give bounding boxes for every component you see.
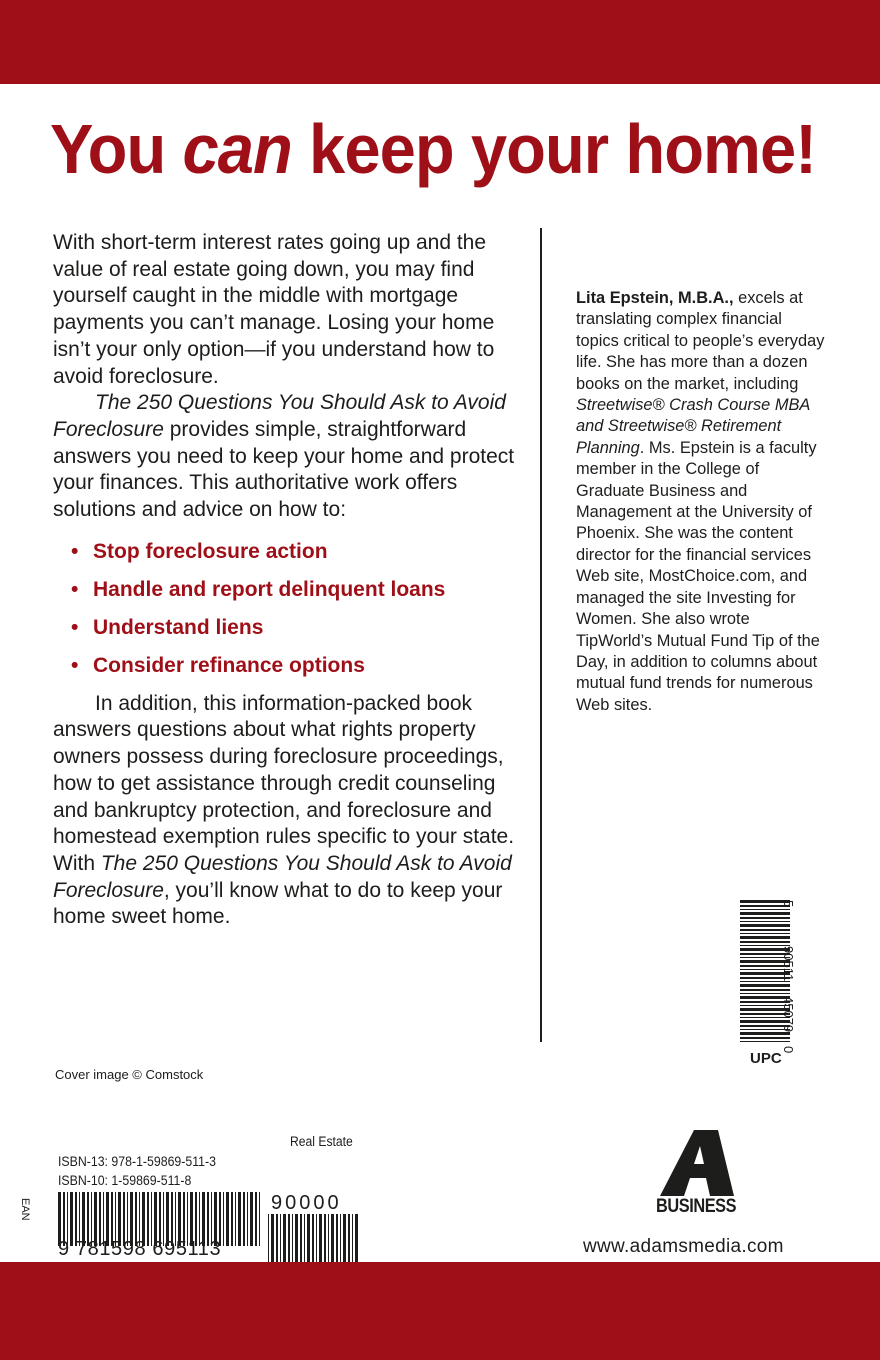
barcode-bar xyxy=(740,1032,790,1035)
book-title: Streetwise® Retirement Planning xyxy=(576,417,782,457)
bullet-item: • Understand liens xyxy=(71,609,523,647)
bullet-list xyxy=(71,533,523,685)
book-title: The 250 Questions You Should Ask to Avoid Foreclosure xyxy=(53,851,512,902)
bullet-item: • Stop foreclosure action xyxy=(71,533,523,571)
bullet-icon: • xyxy=(71,539,79,563)
barcode-bar xyxy=(740,924,790,927)
barcode-bar xyxy=(235,1192,236,1246)
upc-label: UPC xyxy=(750,1050,782,1067)
price-addon-digits: 90000 xyxy=(271,1192,342,1214)
isbn-13: ISBN-13: 978-1-59869-511-3 xyxy=(58,1153,216,1169)
barcode-bar xyxy=(740,936,790,939)
description-paragraph-1: With short-term interest rates going up and the value of real estate going down, you may find yourself caught in the middle with mortgage payments you can’t manage. Losing your home isn’t your only option—if you understand how to avoid foreclosure. xyxy=(53,231,495,388)
barcode-bar xyxy=(740,912,790,915)
barcode-bar xyxy=(271,1214,274,1262)
upc-barcode xyxy=(740,900,810,1070)
barcode-bar xyxy=(280,1214,281,1262)
price-addon-barcode xyxy=(268,1214,358,1262)
author-bio: Lita Epstein, M.B.A., excels at translating complex financial topics critical to people’s everyday life. She has more than a dozen books on the market, including Streetwise® Crash Course MBA and Streetwise® Retirement Planning. Ms. Epstein is a faculty member in the College of Graduate Business and Management at the University of Phoenix. She was the content director for the financial services Web site, MostChoice.com, and managed the site Investing for Women. She also wrote TipWorld’s Mutual Fund Tip of the Day, in addition to columns about mutual fund trends for numerous Web sites. xyxy=(576,289,825,714)
barcode-bar xyxy=(331,1214,334,1262)
publisher-logo-word: BUSINESS xyxy=(656,1196,737,1217)
headline: You can keep your home! xyxy=(50,110,817,188)
barcode-bar xyxy=(255,1192,257,1246)
barcode-bar xyxy=(348,1214,350,1262)
isbn-block xyxy=(58,1152,216,1190)
barcode-bar xyxy=(300,1214,302,1262)
barcode-bar xyxy=(740,984,790,987)
barcode-bar xyxy=(247,1192,248,1246)
barcode-bar xyxy=(740,1037,790,1039)
barcode-bar xyxy=(226,1192,229,1246)
description-paragraph-2: The 250 Questions You Should Ask to Avoid Foreclosure provides simple, straightforward answers you need to keep your home and protect your finances. This authoritative work offers solutions and advice on how to: xyxy=(53,391,515,522)
barcode-bar xyxy=(352,1214,353,1262)
bullet-icon: • xyxy=(71,577,79,601)
category-label: Real Estate xyxy=(290,1134,353,1149)
barcode-bar xyxy=(740,993,790,994)
publisher-website[interactable]: www.adamsmedia.com xyxy=(583,1236,784,1257)
description-paragraph-3: In addition, this information-packed book answers questions about what rights property owners possess during foreclosure proceedings, how to get assistance through credit counseling and bankruptcy protection, and foreclosure and homestead exemption rules specific to your state. With The 250 Questions You Should Ask to Avoid Foreclosure, you’ll know what to do to keep your home sweet home. xyxy=(53,691,515,929)
barcode-bar xyxy=(292,1214,293,1262)
barcode-bar xyxy=(259,1192,260,1246)
bullet-icon: • xyxy=(71,615,79,639)
barcode-bar xyxy=(223,1192,224,1246)
barcode-bar xyxy=(343,1214,346,1262)
barcode-bar xyxy=(316,1214,317,1262)
barcode-bar xyxy=(336,1214,338,1262)
barcode-bar xyxy=(740,941,790,943)
barcode-bar xyxy=(740,1041,790,1042)
upc-digits: 0 45079 90511 5 xyxy=(781,900,796,1054)
barcode-bar xyxy=(304,1214,305,1262)
book-title: The 250 Questions You Should Ask to Avoid Foreclosure xyxy=(53,391,506,441)
ean-digits: 9 781598 695113 xyxy=(58,1238,222,1260)
barcode-bar xyxy=(250,1192,253,1246)
barcode-bar xyxy=(740,921,790,922)
cover-credit: Cover image © Comstock xyxy=(55,1067,204,1082)
top-red-band xyxy=(0,0,880,84)
barcode-bar xyxy=(238,1192,241,1246)
barcode-bar xyxy=(328,1214,329,1262)
barcode-bar xyxy=(307,1214,310,1262)
barcode-bar xyxy=(312,1214,314,1262)
barcode-bar xyxy=(283,1214,286,1262)
barcode-bar xyxy=(268,1214,269,1262)
barcode-bar xyxy=(740,989,790,991)
barcode-bar xyxy=(340,1214,341,1262)
author-name: Lita Epstein, M.B.A., xyxy=(576,289,734,307)
barcode-bar xyxy=(324,1214,326,1262)
bullet-icon: • xyxy=(71,653,79,677)
barcode-bar xyxy=(740,933,790,934)
barcode-bar xyxy=(295,1214,298,1262)
barcode-bar xyxy=(243,1192,245,1246)
barcode-bar xyxy=(355,1214,358,1262)
ean-tag: EAN xyxy=(19,1198,31,1221)
barcode-bar xyxy=(740,917,790,919)
barcode-bar xyxy=(740,929,790,931)
isbn-10: ISBN-10: 1-59869-511-8 xyxy=(58,1172,192,1188)
bottom-red-band xyxy=(0,1262,880,1360)
description-column xyxy=(53,230,523,931)
barcode-bar xyxy=(319,1214,322,1262)
headline-emphasis: can xyxy=(182,110,292,188)
column-divider xyxy=(540,228,542,1042)
barcode-bar xyxy=(288,1214,290,1262)
barcode-bar xyxy=(740,909,790,910)
bullet-item: • Handle and report delinquent loans xyxy=(71,571,523,609)
book-title: Streetwise® Crash Course MBA xyxy=(576,396,810,415)
barcode-bar xyxy=(231,1192,233,1246)
bullet-item: • Consider refinance options xyxy=(71,647,523,685)
barcode-bar xyxy=(276,1214,278,1262)
